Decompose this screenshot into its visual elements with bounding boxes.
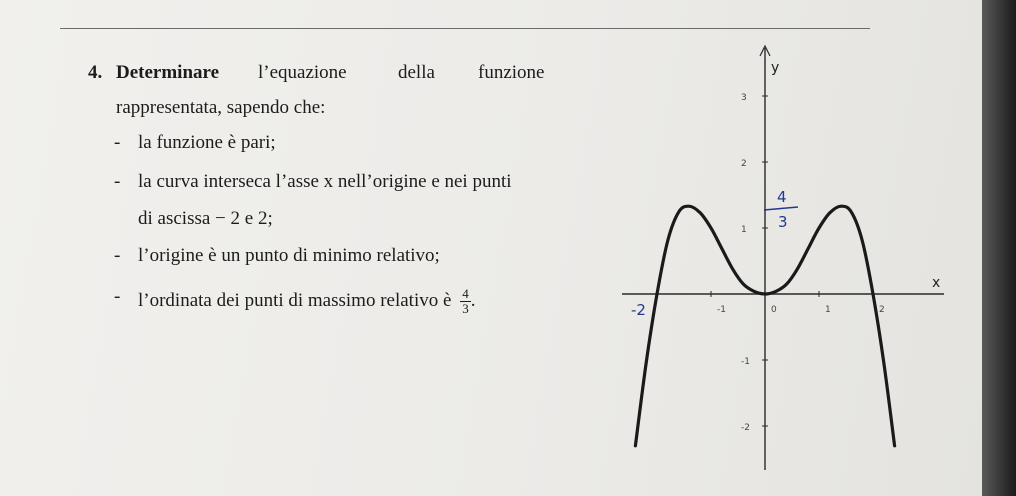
bullet-marker: -: [114, 245, 121, 266]
heading-word-2: l’equazione: [258, 62, 347, 83]
bullet-marker: -: [114, 132, 121, 153]
heading-word-3: della: [398, 62, 435, 83]
y-tick-label: 2: [741, 159, 747, 169]
bullet-marker: -: [114, 286, 121, 307]
handwritten-x-label: -2: [631, 301, 646, 319]
page-edge-shadow: [982, 0, 1016, 496]
handwritten-fraction-bar: [764, 207, 798, 210]
condition-maximum-text: l’ordinata dei punti di massimo relativo è: [138, 290, 452, 312]
x-axis-label: x: [932, 275, 941, 291]
y-tick-label: -1: [741, 357, 750, 367]
x-tick-label: 1: [825, 305, 831, 315]
heading-word-4: funzione: [478, 62, 545, 83]
handwritten-y-denominator: 3: [778, 213, 788, 231]
y-tick-label: 3: [741, 93, 747, 103]
condition-intersections: la curva interseca l’asse x nell’origine e nei punti: [138, 171, 512, 192]
bullet-marker: -: [114, 171, 121, 192]
exercise-number: 4.: [88, 62, 103, 83]
heading-line-2: rappresentata, sapendo che:: [116, 97, 326, 118]
y-tick-label: -2: [741, 423, 750, 433]
fraction-denominator: 3: [462, 301, 469, 317]
handwritten-y-numerator: 4: [777, 188, 787, 206]
fraction-numerator: 4: [462, 286, 469, 301]
y-tick-label: 1: [741, 225, 747, 235]
x-tick-label: 0: [771, 305, 777, 315]
heading-word-1: Determinare: [116, 62, 220, 83]
condition-intersections-cont: di ascissa − 2 e 2;: [138, 208, 273, 229]
y-axis-label: y: [771, 60, 780, 76]
x-tick-label: -1: [717, 305, 726, 315]
condition-minimum: l’origine è un punto di minimo relativo;: [138, 245, 440, 266]
x-tick-label: 2: [879, 305, 885, 315]
fraction-suffix: .: [470, 290, 476, 312]
condition-even-function: la funzione è pari;: [138, 132, 276, 153]
axis-ticks: [657, 93, 885, 433]
